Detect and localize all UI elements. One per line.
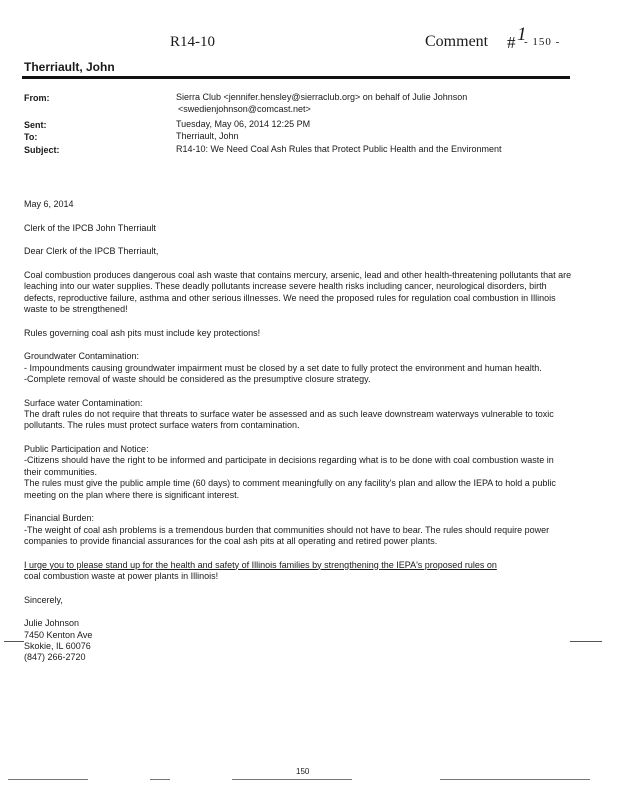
intro-paragraph: Coal combustion produces dangerous coal ash waste that contains mercury, arsenic, lead and other health-threatening pollutants that are leaching into our water supplies. These deadly pollutants increase severe health risks including cancer, neurological disorders, birth defects, reproductive failure, asthma and other serious illnesses. We need the proposed rules for regulation coal combustion in Illinois waste to be strengthened! — [24, 269, 572, 314]
signature-city: Skokie, IL 60076 — [24, 641, 91, 652]
from-value — [176, 92, 556, 115]
public-point-2: The rules must give the public ample time (60 days) to comment meaningfully on any facility's plan and allow the IEPA to hold a public meeting on the plan where there is significant interest. — [24, 478, 556, 500]
signature-block — [24, 618, 572, 664]
footer-rule-left — [8, 779, 88, 780]
from-label: From: — [24, 93, 50, 103]
handwritten-comment-number: 1 — [517, 24, 527, 45]
from-value-line2: <swedienjohnson@comcast.net> — [178, 103, 311, 114]
surface-section — [24, 398, 572, 432]
comment-stamp: Comment — [425, 33, 489, 50]
closing-paragraph — [24, 560, 572, 583]
financial-title: Financial Burden: — [24, 513, 95, 524]
sent-label: Sent: — [24, 120, 47, 130]
protections-lead: Rules governing coal ash pits must include key protections! — [24, 327, 261, 338]
public-title: Public Participation and Notice: — [24, 444, 149, 454]
signature-name: Julie Johnson — [24, 618, 80, 629]
financial-point-1: -The weight of coal ash problems is a tremendous burden that communities should not have to bear. The rules should require power companies to provide financial assurances for the coal ash pits at all operating and retired power plants. — [24, 524, 550, 547]
signature-phone: (847) 266-2720 — [24, 652, 86, 663]
subject-label: Subject: — [24, 145, 60, 155]
comment-hash-symbol: # — [507, 33, 516, 52]
scan-artifact-left — [4, 641, 24, 642]
scan-artifact-right — [570, 641, 602, 642]
from-value-line1: Sierra Club <jennifer.hensley@sierraclub.org> on behalf of Julie Johnson — [176, 92, 468, 102]
page-number: 150 — [296, 767, 310, 776]
header-divider — [22, 76, 570, 79]
sender-name: Therriault, John — [24, 60, 115, 74]
letter-body — [24, 199, 572, 676]
signature-street: 7450 Kenton Ave — [24, 629, 93, 640]
signoff: Sincerely, — [24, 594, 63, 605]
docket-stamp: R14-10 — [170, 34, 215, 50]
closing-line-2: coal combustion waste at power plants in Illinois! — [24, 571, 219, 582]
sent-value: Tuesday, May 06, 2014 12:25 PM — [176, 119, 311, 129]
to-label: To: — [24, 132, 38, 142]
groundwater-title: Groundwater Contamination: — [24, 351, 140, 362]
comment-page-range: - 150 - — [524, 36, 561, 48]
surface-point-1: The draft rules do not require that threats to surface water be assessed and as such leave downstream waterways vulnerable to toxic pollutants. The rules must protect surface waters from contamination. — [24, 409, 554, 431]
groundwater-point-1: - Impoundments causing groundwater impairment must be closed by a set date to fully protect the environment and human health. — [24, 362, 542, 373]
letter-date: May 6, 2014 — [24, 199, 74, 209]
footer-rule-mid1 — [150, 779, 170, 780]
letter-salutation: Dear Clerk of the IPCB Therriault, — [24, 246, 159, 257]
surface-title: Surface water Contamination: — [24, 397, 143, 408]
letter-recipient: Clerk of the IPCB John Therriault — [24, 222, 156, 233]
financial-section — [24, 513, 572, 547]
groundwater-point-2: -Complete removal of waste should be considered as the presumptive closure strategy. — [24, 374, 371, 384]
public-point-1: -Citizens should have the right to be informed and participate in decisions regarding what is to be done with coal combustion waste in their communities. — [24, 455, 554, 477]
closing-line-1: I urge you to please stand up for the health and safety of Illinois families by strengthening the IEPA's proposed rules on — [24, 559, 497, 570]
footer-rule-right — [440, 779, 590, 780]
to-value: Therriault, John — [176, 131, 239, 141]
public-section — [24, 444, 572, 501]
groundwater-section — [24, 351, 572, 385]
subject-value: R14-10: We Need Coal Ash Rules that Protect Public Health and the Environment — [176, 144, 502, 154]
footer-rule-mid2 — [232, 779, 352, 780]
